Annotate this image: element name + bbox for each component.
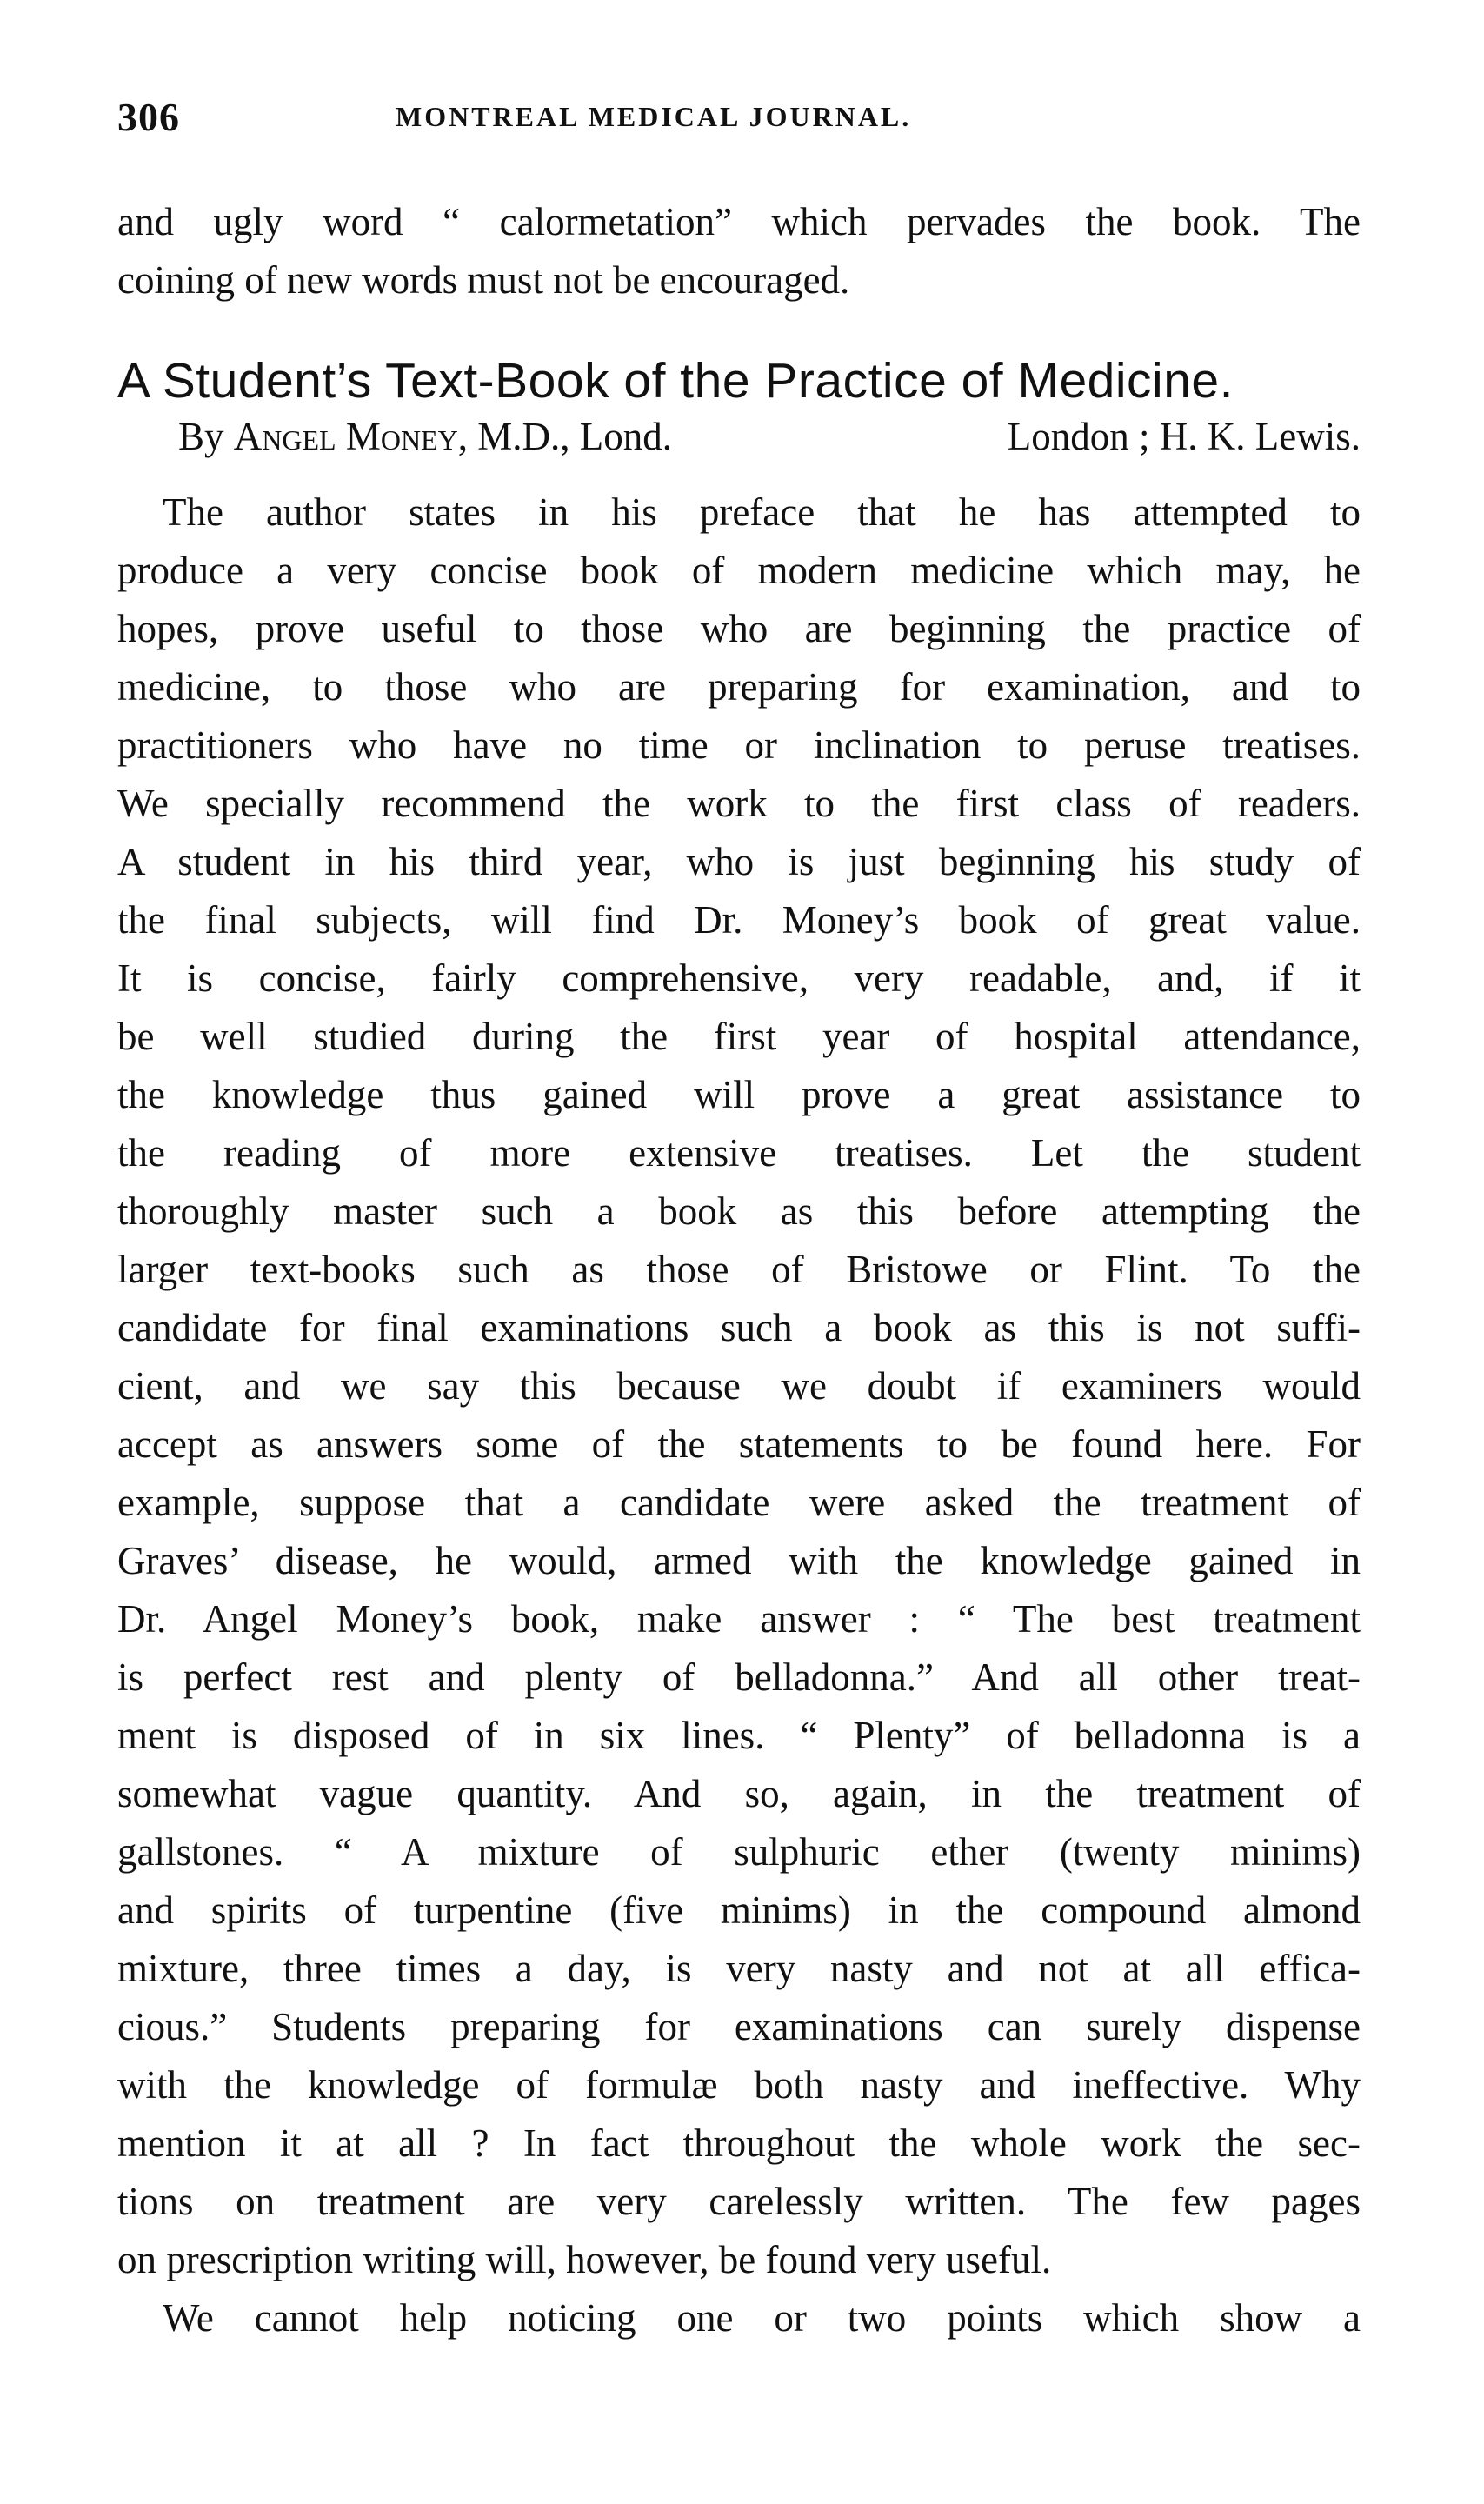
text-line: is perfect rest and plenty of belladonna.” And all other treat-: [117, 1655, 1361, 1699]
text-line: accept as answers some of the statements to be found here. For: [117, 1422, 1361, 1466]
closing-paragraph: [117, 2289, 1361, 2348]
text-line: The author states in his preface that he has attempted to: [163, 490, 1361, 534]
text-line: A student in his third year, who is just beginning his study of: [117, 840, 1361, 883]
text-line: larger text-books such as those of Bristowe or Flint. To the: [117, 1248, 1361, 1291]
text-line: be well studied during the first year of hospital attendance,: [117, 1015, 1361, 1058]
text-line: cious.” Students preparing for examinations can surely dispense: [117, 2005, 1361, 2048]
byline-credentials: , M.D., Lond.: [457, 415, 672, 458]
page-number: 306: [117, 95, 180, 139]
text-line: and ugly word “ calormetation” which pervades the book. The: [117, 200, 1361, 243]
text-line: ment is disposed of in six lines. “ Plenty” of belladonna is a: [117, 1714, 1361, 1757]
review-body: [117, 483, 1361, 2289]
text-line: Graves’ disease, he would, armed with the knowledge gained in: [117, 1539, 1361, 1582]
text-line: hopes, prove useful to those who are beginning the practice of: [117, 607, 1361, 650]
text-line: on prescription writing will, however, be found very useful.: [117, 2238, 1052, 2281]
byline-author-block: [178, 414, 672, 459]
byline-publisher: London ; H. K. Lewis.: [1007, 415, 1361, 458]
byline-by: By: [178, 415, 224, 458]
text-line: mixture, three times a day, is very nasty and not at all effica-: [117, 1947, 1361, 1990]
text-line: and spirits of turpentine (five minims) in the compound almond: [117, 1888, 1361, 1932]
text-line: mention it at all ? In fact throughout the whole work the sec-: [117, 2121, 1361, 2165]
text-line: We specially recommend the work to the first class of readers.: [117, 782, 1361, 825]
text-line: produce a very concise book of modern medicine which may, he: [117, 549, 1361, 592]
text-line: We cannot help noticing one or two points which show a: [163, 2296, 1361, 2340]
text-line: medicine, to those who are preparing for examination, and to: [117, 665, 1361, 709]
text-line: candidate for final examinations such a book as this is not suffi-: [117, 1306, 1361, 1349]
review-title: A Student’s Text-Book of the Practice of Medicine.: [117, 353, 1234, 409]
text-line: tions on treatment are very carelessly written. The few pages: [117, 2180, 1361, 2223]
text-line: gallstones. “ A mixture of sulphuric ether (twenty minims): [117, 1830, 1361, 1874]
text-line: It is concise, fairly comprehensive, very readable, and, if it: [117, 956, 1361, 1000]
text-line: coining of new words must not be encouraged.: [117, 258, 850, 302]
text-line: practitioners who have no time or inclination to peruse treatises.: [117, 723, 1361, 767]
text-line: thoroughly master such a book as this before attempting the: [117, 1189, 1361, 1233]
text-line: somewhat vague quantity. And so, again, in the treatment of: [117, 1772, 1361, 1815]
text-line: cient, and we say this because we doubt if examiners would: [117, 1364, 1361, 1408]
text-line: the final subjects, will find Dr. Money’s book of great value.: [117, 898, 1361, 942]
byline-author: Angel Money: [233, 415, 458, 458]
text-line: example, suppose that a candidate were asked the treatment of: [117, 1481, 1361, 1524]
text-line: the knowledge thus gained will prove a great assistance to: [117, 1073, 1361, 1116]
text-line: the reading of more extensive treatises. Let the student: [117, 1131, 1361, 1175]
journal-title: MONTREAL MEDICAL JOURNAL.: [396, 101, 912, 132]
text-line: Dr. Angel Money’s book, make answer : “ The best treatment: [117, 1597, 1361, 1641]
running-head: [117, 94, 1378, 146]
review-byline: [178, 414, 1361, 459]
text-line: with the knowledge of formulæ both nasty and ineffective. Why: [117, 2063, 1361, 2107]
intro-paragraph: [117, 193, 1361, 310]
